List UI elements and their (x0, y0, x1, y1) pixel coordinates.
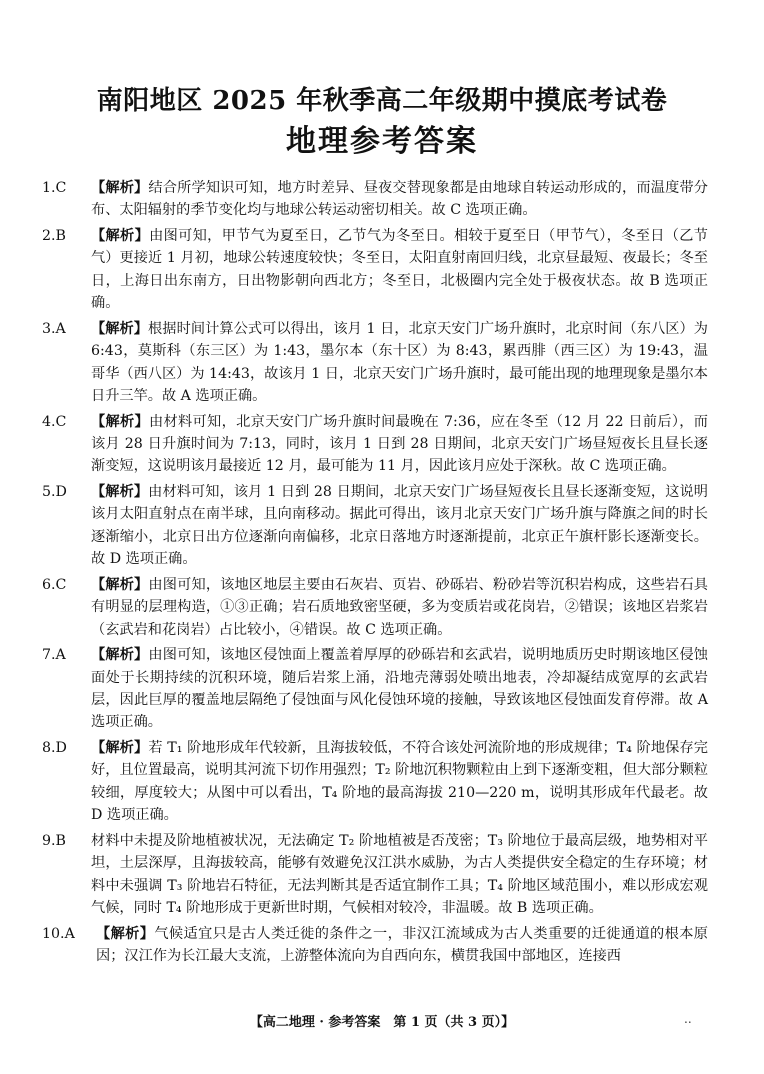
answer-number: 9.B (42, 832, 66, 849)
answer-number: 4.C (42, 413, 67, 430)
exam-title: 南阳地区 2025 年秋季高二年级期中摸底考试卷 (96, 86, 668, 116)
answer-number: 2.B (42, 228, 66, 244)
analysis-text: 若 T₁ 阶地形成年代较新，且海拔较低，不符合该处河流阶地的形成规律；T₄ 阶地保存完好，且位置最高，说明其河流下切作用强烈；T₂ 阶地沉积物颗粒由上到下逐渐变粗，但大部分颗粒较细，厚度较大；从图中可以看出，T₄ 阶地的最高海拔 210—220 m，说明其形成年代最老。故 D 选项正确。 (91, 740, 708, 824)
answer-number: 10.A (42, 925, 75, 942)
analysis-tag: 【解析】 (96, 925, 155, 942)
answer-item (42, 481, 708, 571)
answer-key-title: 地理参考答案 (286, 124, 478, 159)
answer-number: 7.A (42, 647, 66, 664)
analysis-tag: 【解析】 (91, 576, 149, 593)
answer-number: 3.A (42, 320, 66, 337)
answer-content (91, 225, 708, 315)
answer-item (42, 177, 708, 222)
analysis-text: 由图可知，甲节气为夏至日，乙节气为冬至日。相较于夏至日（甲节气），冬至日（乙节气）更接近 1 月初，地球公转速度较快；冬至日，太阳直射南回归线，北京昼最短、夜最长；冬至日，上海日出东南方，日出物影朝向西北方；冬至日，北极圈内完全处于极夜状态。故 B 选项正确。 (91, 228, 708, 312)
corner-mark: .. (684, 1012, 692, 1026)
answer-item (42, 923, 708, 968)
analysis-tag: 【解析】 (91, 320, 149, 337)
answer-content (96, 923, 708, 968)
answer-number: 8.D (42, 740, 67, 757)
analysis-tag: 【解析】 (91, 228, 150, 244)
answer-content (91, 318, 708, 408)
analysis-tag: 【解析】 (91, 647, 149, 664)
answer-item (42, 318, 708, 408)
answer-number: 1.C (42, 180, 67, 196)
page-footer: 【高二地理 · 参考答案 第 1 页（共 3 页）】 (249, 1015, 515, 1030)
answer-item (42, 830, 708, 920)
answer-item (42, 411, 708, 478)
analysis-text: 材料中未提及阶地植被状况，无法确定 T₂ 阶地植被是否茂密；T₃ 阶地位于最高层级，地势相对平坦，土层深厚，且海拔较高，能够有效避免汉江洪水威胁，为古人类提供安全稳定的生存环境；材料中未强调 T₃ 阶地岩石特征，无法判断其是否适宜制作工具；T₄ 阶地区域范围小，难以形成宏观气候，同时 T₄ 阶地形成于更新世时期，气候相对较冷，非温暖。故 B 选项正确。 (91, 832, 708, 917)
analysis-text: 由图可知，该地区侵蚀面上覆盖着厚厚的砂砾岩和玄武岩，说明地质历史时期该地区侵蚀面处于长期持续的沉积环境，随后岩浆上涌，沿地壳薄弱处喷出地表，冷却凝结成宽厚的玄武岩层，因此巨厚的覆盖地层隔绝了侵蚀面与风化侵蚀环境的接触，导致该地区侵蚀面发育停滞。故 A 选项正确。 (91, 647, 708, 731)
answer-list (42, 177, 708, 971)
answer-item (42, 737, 708, 827)
analysis-text: 结合所学知识可知，地方时差异、昼夜交替现象都是由地球自转运动形成的，而温度带分布、太阳辐射的季节变化均与地球公转运动密切相关。故 C 选项正确。 (91, 180, 708, 219)
analysis-text: 由材料可知，北京天安门广场升旗时间最晚在 7:36，应在冬至（12 月 22 日前后），而该月 28 日升旗时间为 7:13，同时，该月 1 日到 28 日期间，北京天安门广场昼短夜长且昼长逐渐变短，这说明该月最接近 12 月，最可能为 11 月，因此该月应处于深秋。故 C 选项正确。 (91, 413, 708, 475)
answer-item (42, 574, 708, 641)
analysis-tag: 【解析】 (91, 180, 149, 196)
answer-item (42, 225, 708, 315)
analysis-text: 由图可知，该地区地层主要由石灰岩、页岩、砂砾岩、粉砂岩等沉积岩构成，这些岩石具有明显的层理构造，①③正确；岩石质地致密坚硬，多为变质岩或花岗岩，②错误；该地区岩浆岩（玄武岩和花岗岩）占比较小，④错误。故 C 选项正确。 (91, 576, 708, 638)
answer-content (91, 830, 708, 920)
analysis-text: 气候适宜只是古人类迁徙的条件之一，非汉江流域成为古人类重要的迁徙通道的根本原因；汉江作为长江最大支流，上游整体流向为自西向东，横贯我国中部地区，连接西 (96, 925, 708, 965)
answer-content (91, 574, 708, 641)
analysis-tag: 【解析】 (91, 740, 149, 757)
answer-content (91, 177, 708, 222)
answer-content (91, 411, 708, 478)
analysis-text: 由材料可知，该月 1 日到 28 日期间，北京天安门广场昼短夜长且昼长逐渐变短，这说明该月太阳直射点在南半球，且向南移动。据此可得出，该月北京天安门广场升旗与降旗之间的时长逐渐缩小，北京日出方位逐渐向南偏移，北京日落地方时逐渐提前，北京正午旗杆影长逐渐变长。故 D 选项正确。 (91, 484, 708, 568)
answer-content (91, 481, 708, 571)
analysis-text: 根据时间计算公式可以得出，该月 1 日，北京天安门广场升旗时，北京时间（东八区）为 6:43，莫斯科（东三区）为 1:43，墨尔本（东十区）为 8:43，累西腓（西三区）为 19:43，温哥华（西八区）为 14:43，故该月 1 日，北京天安门广场升旗时，最可能出现的地理现象是墨尔本日升三竿。故 A 选项正确。 (91, 320, 708, 405)
answer-item (42, 644, 708, 734)
answer-number: 5.D (42, 484, 67, 501)
answer-content (91, 644, 708, 734)
analysis-tag: 【解析】 (91, 484, 149, 501)
analysis-tag: 【解析】 (91, 413, 150, 430)
answer-content (91, 737, 708, 827)
answer-number: 6.C (42, 576, 67, 593)
